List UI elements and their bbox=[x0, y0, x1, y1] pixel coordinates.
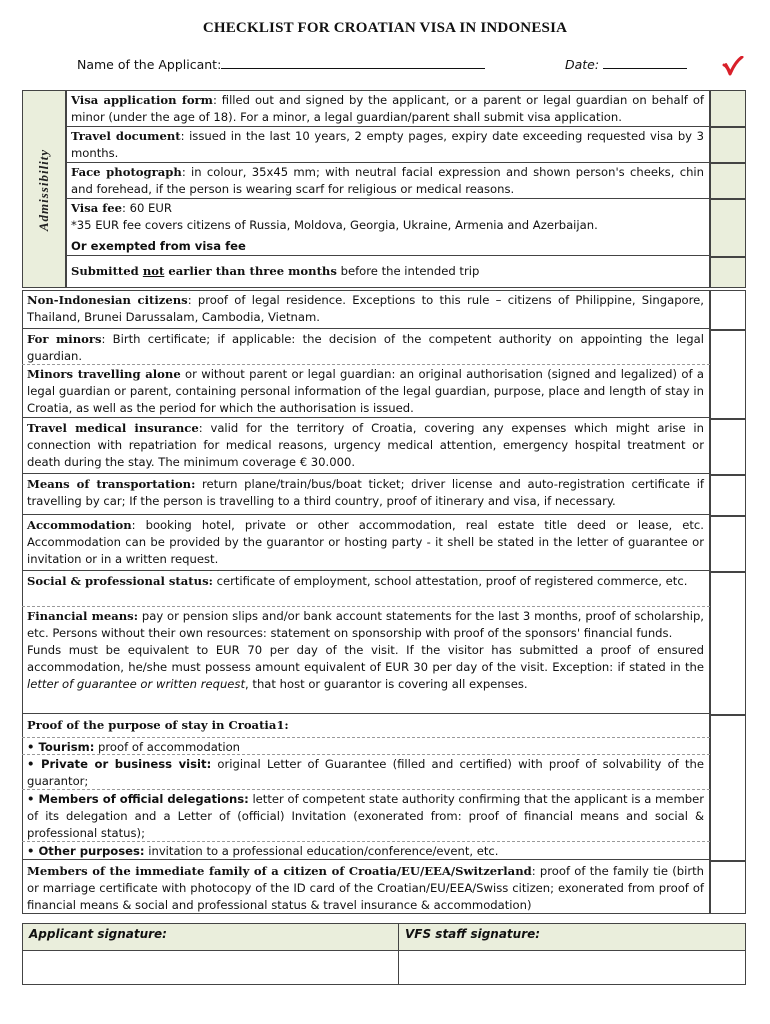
travel-document-item: Travel document: issued in the last 10 years, 2 empty pages, expiry date exceeding requested visa by 3 months. bbox=[66, 127, 710, 163]
staff-signature-label: VFS staff signature: bbox=[399, 924, 745, 950]
checkbox-transportation[interactable] bbox=[710, 475, 746, 516]
checkbox-minors[interactable] bbox=[710, 330, 746, 419]
checkmark-icon bbox=[722, 56, 744, 78]
purpose-private-business: • Private or business visit: original Letter of Guarantee (filled and certified) with proof of solvability of the guarantor; bbox=[22, 755, 710, 790]
checkbox-accommodation[interactable] bbox=[710, 516, 746, 572]
admissibility-label: Admissibility bbox=[36, 148, 51, 232]
checkbox-visa-application[interactable] bbox=[710, 90, 746, 127]
signature-table bbox=[22, 923, 746, 985]
checkbox-submission-time[interactable] bbox=[710, 257, 746, 288]
means-of-transportation-item: Means of transportation: return plane/train/bus/boat ticket; driver license and auto-registration certificate if travelling by car; If the person is travelling to a third country, proof of itinerary and visa, if necessary. bbox=[22, 475, 710, 515]
visa-application-form-item: Visa application form: filled out and signed by the applicant, or a parent or legal guardian on behalf of minor (under the age of 18). For a minor, a legal guardian/parent shall submit visa application. bbox=[66, 91, 710, 127]
applicant-signature-field[interactable] bbox=[23, 950, 399, 984]
page-title: CHECKLIST FOR CROATIAN VISA IN INDONESIA bbox=[202, 20, 568, 36]
purpose-tourism: • Tourism: proof of accommodation bbox=[22, 738, 710, 755]
applicant-name-label: Name of the Applicant: bbox=[77, 57, 222, 72]
non-indonesian-citizens-item: Non-Indonesian citizens: proof of legal residence. Exceptions to this rule – citizens of Philippine, Singapore, Thailand, Brunei Darussalam, Cambodia, Vietnam. bbox=[22, 291, 710, 329]
family-members-item: Members of the immediate family of a citizen of Croatia/EU/EEA/Switzerland: proof of the family tie (birth or marriage certificate with photocopy of the ID card of the Croatian/EU/EEA/Swiss citizen; exonerated from proof of financial means & social and professional status & travel insurance & accommodation) bbox=[27, 864, 704, 912]
visa-fee-item: Visa fee: 60 EUR *35 EUR fee covers citizens of Russia, Moldova, Georgia, Ukraine, Armenia and Azerbaijan. Or exempted from visa fee bbox=[66, 199, 710, 256]
checkbox-purpose-of-stay[interactable] bbox=[710, 715, 746, 861]
checkbox-travel-document[interactable] bbox=[710, 127, 746, 163]
minors-travelling-alone-item: Minors travelling alone or without parent or legal guardian: an original authorisation (signed and legalized) of a legal guardian or parent, containing personal information of the legal guardian, purpose, place and length of stay in Croatia, as well as the period for which the authorisation is issued. bbox=[22, 365, 710, 418]
checkbox-non-indonesian[interactable] bbox=[710, 290, 746, 330]
visa-fee-note: *35 EUR fee covers citizens of Russia, Moldova, Georgia, Ukraine, Armenia and Azerbaijan. bbox=[71, 218, 598, 232]
applicant-name-field[interactable] bbox=[77, 56, 485, 72]
applicant-name-blank[interactable] bbox=[221, 56, 485, 69]
checkbox-visa-fee[interactable] bbox=[710, 199, 746, 257]
applicant-signature-label: Applicant signature: bbox=[23, 924, 399, 950]
minors-item: For minors: Birth certificate; if applicable: the decision of the competent authority on appointing the legal guardian. bbox=[22, 330, 710, 365]
checkbox-social-financial[interactable] bbox=[710, 572, 746, 715]
checkbox-face-photograph[interactable] bbox=[710, 163, 746, 199]
date-label: Date: bbox=[565, 57, 600, 72]
purpose-heading: Proof of the purpose of stay in Croatia1: bbox=[22, 716, 710, 738]
date-blank[interactable] bbox=[603, 56, 687, 69]
visa-fee-exempt: Or exempted from visa fee bbox=[71, 239, 246, 253]
face-photograph-item: Face photograph: in colour, 35x45 mm; with neutral facial expression and shown person's cheeks, chin and forehead, if the person is wearing scarf for religious or medical reasons. bbox=[66, 163, 710, 199]
purpose-other: • Other purposes: invitation to a professional education/conference/event, etc. bbox=[22, 842, 710, 860]
social-professional-status-item: Social & professional status: certificate of employment, school attestation, proof of registered commerce, etc. bbox=[22, 572, 710, 607]
travel-medical-insurance-item: Travel medical insurance: valid for the territory of Croatia, covering any expenses which might arise in connection with repatriation for medical reasons, urgency medical attention, emergency hospital treatment or death during the stay. The minimum coverage € 30.000. bbox=[22, 419, 710, 474]
submission-time-item: Submitted not earlier than three months before the intended trip bbox=[71, 264, 480, 278]
checkbox-medical-insurance[interactable] bbox=[710, 419, 746, 475]
staff-signature-field[interactable] bbox=[399, 950, 745, 984]
checkbox-family-members[interactable] bbox=[710, 861, 746, 914]
accommodation-item: Accommodation: booking hotel, private or other accommodation, real estate title deed or lease, etc. Accommodation can be provided by the guarantor or hosting party - it shell be stated in the letter of guarantee or invitation or in a written request. bbox=[22, 516, 710, 571]
purpose-official-delegations: • Members of official delegations: letter of competent state authority confirming that the applicant is a member of its delegation and a Letter of (official) Invitation (exonerated from: proof of financial means and social & professional status); bbox=[22, 790, 710, 842]
date-field[interactable] bbox=[565, 56, 687, 72]
financial-means-item: Financial means: pay or pension slips and/or bank account statements for the last 3 months, proof of scholarship, etc. Persons without their own resources: statement on sponsorship with proof of the sponsors' financial funds. Funds must be equivalent to EUR 70 per day of the visit. If the visitor has submitted a proof of ensured accommodation, he/she must possess amount equivalent of EUR 30 per day of the visit. Exception: if stated in the letter of guarantee or written request, that host or guarantor is covering all expenses. bbox=[22, 607, 710, 714]
